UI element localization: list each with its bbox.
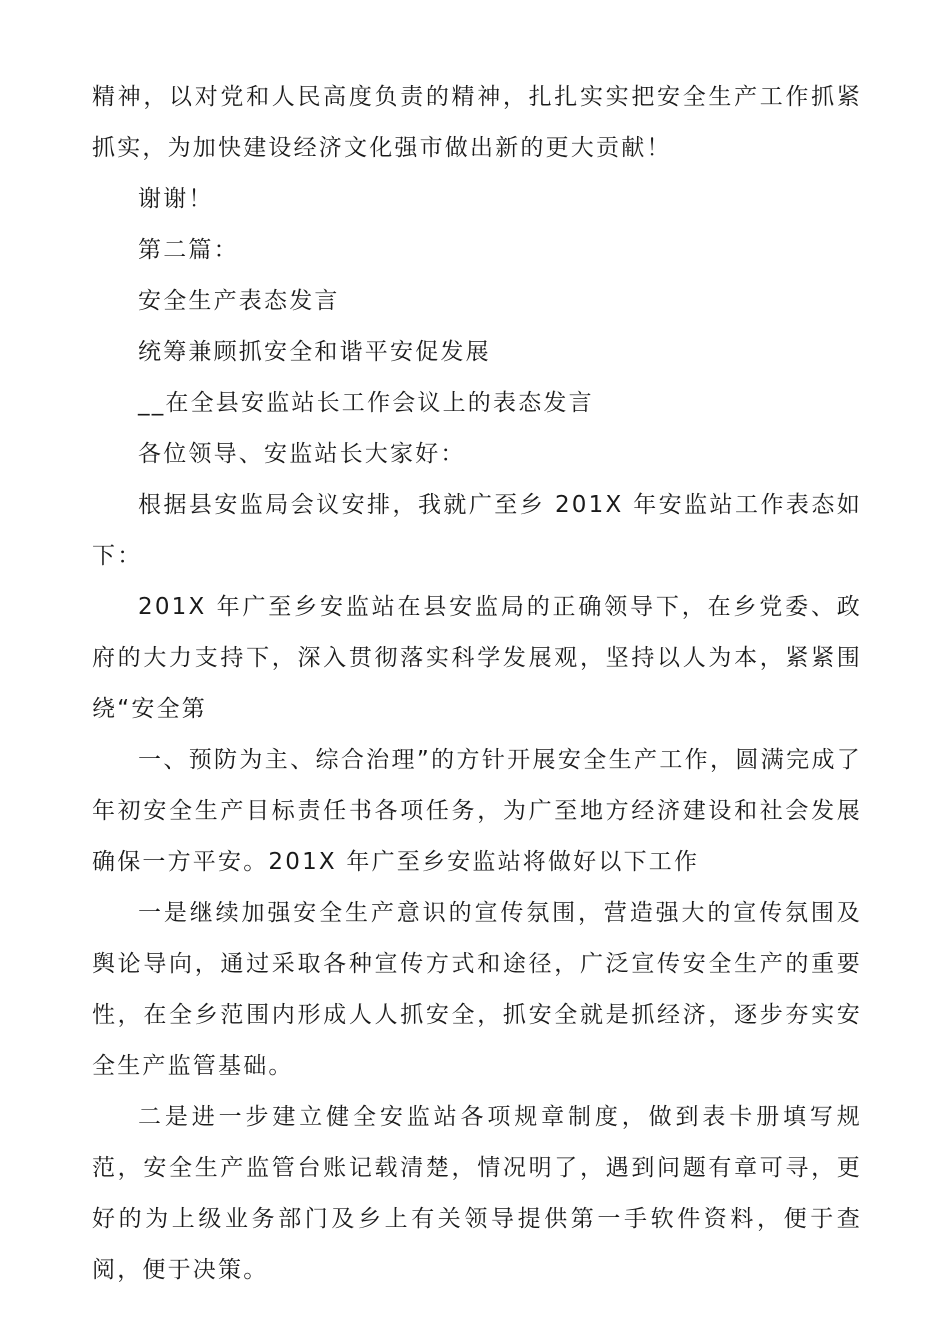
- paragraph: 一是继续加强安全生产意识的宣传氛围，营造强大的宣传氛围及舆论导向，通过采取各种宣传方式和途径，广泛宣传安全生产的重要性，在全乡范围内形成人人抓安全，抓安全就是抓经济，逐步夯实安全生产监管基础。: [92, 900, 862, 1079]
- paragraph: 精神，以对党和人民高度负责的精神，扎扎实实把安全生产工作抓紧抓实，为加快建设经济文化强市做出新的更大贡献！: [92, 84, 862, 161]
- section-subtitle: 统筹兼顾抓安全和谐平安促发展: [138, 339, 491, 365]
- paragraph: 根据县安监局会议安排，我就广至乡 201X 年安监站工作表态如下：: [92, 492, 862, 569]
- paragraph: 201X 年广至乡安监站在县安监局的正确领导下，在乡党委、政府的大力支持下，深入贯彻落实科学发展观，坚持以人为本，紧紧围绕“安全第: [92, 594, 862, 722]
- paragraph: 谢谢！: [138, 186, 214, 212]
- section-subtitle: __在全县安监站长工作会议上的表态发言: [138, 390, 594, 416]
- document-body: [92, 72, 862, 1296]
- paragraph: 二是进一步建立健全安监站各项规章制度，做到表卡册填写规范，安全生产监管台账记载清楚，情况明了，遇到问题有章可寻，更好的为上级业务部门及乡上有关领导提供第一手软件资料，便于查阅，便于决策。: [92, 1104, 862, 1283]
- section-heading: 第二篇：: [138, 237, 239, 263]
- section-title: 安全生产表态发言: [138, 288, 340, 314]
- salutation: 各位领导、安监站长大家好：: [138, 441, 466, 467]
- paragraph: 一、预防为主、综合治理”的方针开展安全生产工作，圆满完成了年初安全生产目标责任书各项任务，为广至地方经济建设和社会发展确保一方平安。201X 年广至乡安监站将做好以下工作: [92, 747, 862, 875]
